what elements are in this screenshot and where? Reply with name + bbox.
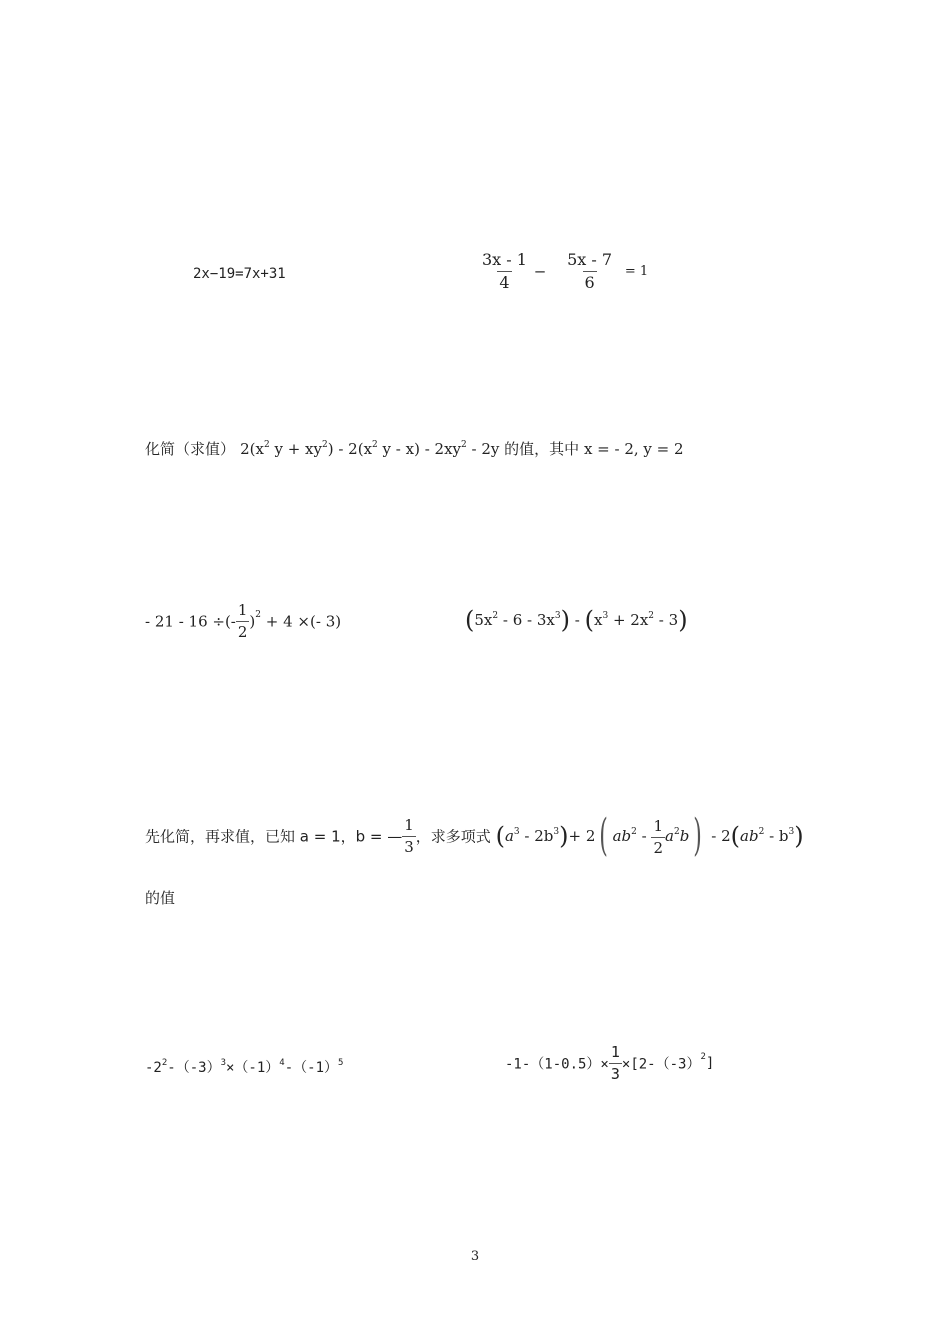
problem-6-prefix: 先化简，再求值，已知 a = 1，b = — (145, 827, 403, 846)
problem-6-suffix: 的值 (145, 889, 176, 907)
calc-problem-4: - 21 - 16 ÷(- $\frac{1}{2}$ )$^2$ + 4 ×(- 3) (145, 601, 342, 641)
large-open-paren: ( (599, 810, 609, 861)
problem-6-expression: $(a^3 - 2b^3)+ 2$( $ab^2$ - $\frac{1}{2}$ $a^2b) - 2(ab^2 - b^3)$ (495, 810, 804, 861)
simplify-problem-6 (145, 810, 804, 861)
fraction-1-over-2: $\frac{1}{2}$ (653, 816, 664, 857)
simplify-problem-3 (145, 438, 684, 459)
fraction-1-over-3: $\frac{1}{3}$ (404, 815, 414, 856)
fraction-1-over-2: $\frac{1}{2}$ (237, 601, 248, 641)
problem-3-condition: x = - 2, y = 2 (583, 440, 684, 458)
equation-2-rhs: = 1 (624, 264, 649, 279)
problem-3-prefix: 化简（求值） (145, 440, 236, 458)
calc-problem-7: $-2^2-(-3)^3\times(-1)^4-(-1)^5$ (145, 1058, 344, 1076)
calc-problem-8: -1-（1-0.5）× $\frac{1}{3}$ $\times[2-(-3)^2]$ (505, 1043, 715, 1083)
problem-6-middle: ，求多项式 (415, 827, 491, 846)
fraction-1-over-3: $\frac{1}{3}$ (610, 1043, 620, 1083)
polynomial-problem-5: $(5x^2 - 6 - 3x^3) - (x^3 + 2x^2 - 3)$ (465, 606, 688, 634)
fraction-3x-1-over-4: $\frac{3x - 1}{4}$ (482, 250, 527, 292)
page-number: 3 (470, 1249, 480, 1264)
large-close-paren: ) (693, 810, 703, 861)
fraction-5x-7-over-6: $\frac{5x - 7}{6}$ (567, 250, 613, 292)
minus-sign: − (533, 262, 547, 281)
problem-3-middle: 的值，其中 (504, 440, 584, 458)
equation-2 (480, 252, 648, 291)
equation-1-text: 2x−19=7x+31 (193, 266, 286, 282)
equation-1 (193, 266, 286, 282)
problem-3-expression: $2(x^2$ $y + xy^2) - 2(x^2$ y - $x) - 2xy^2 - 2y$ (240, 440, 500, 458)
